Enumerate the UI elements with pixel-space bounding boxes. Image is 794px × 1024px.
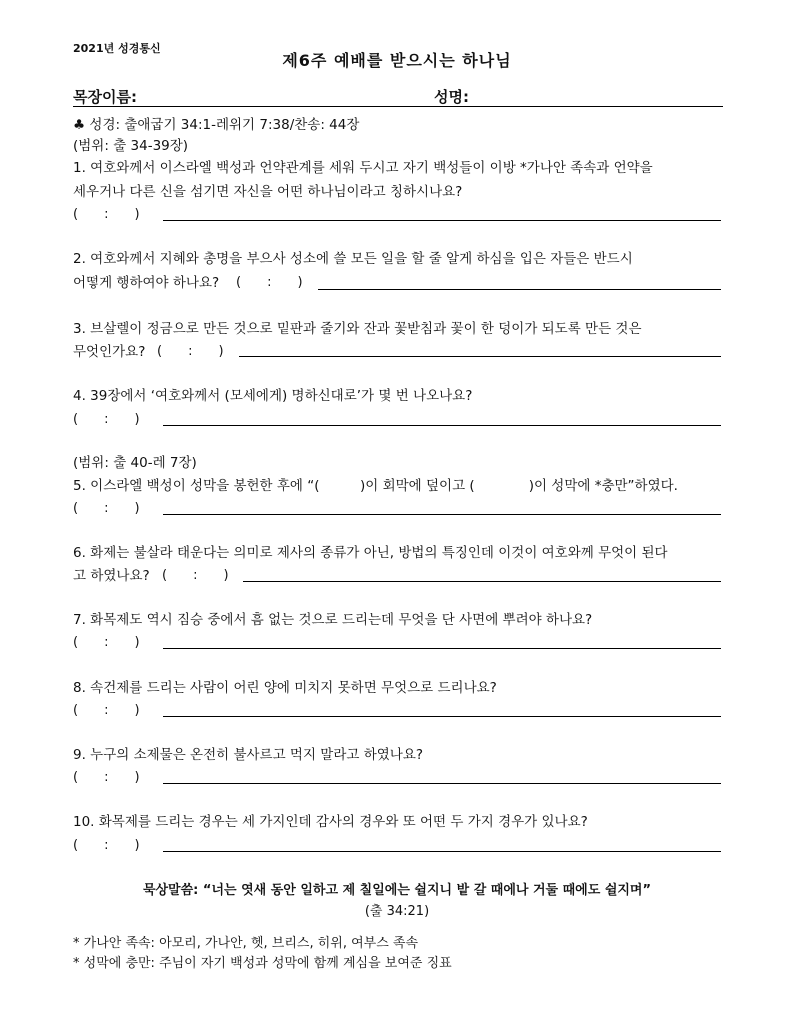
question-8-answer-line[interactable] xyxy=(163,716,721,717)
question-1-line1: 1. 여호와께서 이스라엘 백성과 언약관계를 세워 두시고 자기 백성들이 이방 *가나안 족속과 언약을 xyxy=(73,160,653,176)
question-7-line1: 7. 화목제도 역시 짐승 중에서 흠 없는 것으로 드리는데 무엇을 단 사면에 뿌려야 하나요? xyxy=(73,612,593,628)
question-10-line1: 10. 화목제를 드리는 경우는 세 가지인데 감사의 경우와 또 어떤 두 가지 경우가 있나요? xyxy=(73,814,588,830)
question-9-answer-line[interactable] xyxy=(163,783,721,784)
meditation-reference: (출 34:21) xyxy=(364,904,430,919)
question-5-reference: ( : ) xyxy=(73,501,140,516)
question-6-line2: 고 하였나요? xyxy=(73,568,150,584)
question-2-reference: ( : ) xyxy=(236,275,303,290)
meditation-verse: 묵상말씀: “너는 엿새 동안 일하고 제 칠일에는 쉴지니 밭 갈 때에나 거둘 때에도 쉴지며” xyxy=(142,883,652,898)
question-8-line1: 8. 속건제를 드리는 사람이 어린 양에 미치지 못하면 무엇으로 드리나요? xyxy=(73,680,497,696)
club-icon: ♣ xyxy=(73,117,86,133)
question-3-reference: ( : ) xyxy=(157,344,224,359)
question-8-reference: ( : ) xyxy=(73,703,140,718)
header-underline xyxy=(73,106,723,107)
student-name-label: 성명: xyxy=(434,88,469,106)
question-9-reference: ( : ) xyxy=(73,770,140,785)
question-10-answer-line[interactable] xyxy=(163,851,721,852)
question-6-answer-line[interactable] xyxy=(243,581,721,582)
question-6-line1: 6. 화제는 불살라 태운다는 의미로 제사의 종류가 아닌, 방법의 특징인데 이것이 여호와께 무엇이 된다 xyxy=(73,545,668,561)
question-7-reference: ( : ) xyxy=(73,635,140,650)
question-2-line1: 2. 여호와께서 지혜와 총명을 부으사 성소에 쓸 모든 일을 할 줄 알게 하심을 입은 자들은 반드시 xyxy=(73,251,633,267)
range-label: (범위: 출 34-39장) xyxy=(73,138,189,154)
page-title: 제6주 예배를 받으시는 하나님 xyxy=(282,51,512,70)
question-4-reference: ( : ) xyxy=(73,412,140,427)
question-4-answer-line[interactable] xyxy=(163,425,721,426)
question-4-line1: 4. 39장에서 ‘여호와께서 (모세에게) 명하신대로’가 몇 번 나오나요? xyxy=(73,388,473,404)
question-3-answer-line[interactable] xyxy=(239,356,721,357)
group-name-label: 목장이름: xyxy=(73,88,137,106)
year-label: 2021년 성경통신 xyxy=(73,42,161,55)
question-2-line2: 어떻게 행하여야 하나요? xyxy=(73,275,220,291)
question-1-answer-line[interactable] xyxy=(163,220,721,221)
question-9-line1: 9. 누구의 소제물은 온전히 불사르고 먹지 말라고 하였나요? xyxy=(73,747,424,763)
question-3-line1: 3. 브살렐이 정금으로 만든 것으로 밑판과 줄기와 잔과 꽃받침과 꽃이 한 덩이가 되도록 만든 것은 xyxy=(73,321,642,337)
scripture-line xyxy=(73,115,359,135)
footnote-tabernacle-filled: * 성막에 충만: 주님이 자기 백성과 성막에 함께 계심을 보여준 징표 xyxy=(73,956,452,971)
question-10-reference: ( : ) xyxy=(73,838,140,853)
question-7-answer-line[interactable] xyxy=(163,648,721,649)
question-1-line2: 세우거나 다른 신을 섬기면 자신을 어떤 하나님이라고 칭하시나요? xyxy=(73,184,463,200)
question-1-reference: ( : ) xyxy=(73,207,140,222)
footnote-canaanite-peoples: * 가나안 족속: 아모리, 가나안, 헷, 브리스, 히위, 여부스 족속 xyxy=(73,936,419,951)
scripture-text: 성경: 출애굽기 34:1-레위기 7:38/찬송: 44장 xyxy=(89,117,360,133)
question-6-reference: ( : ) xyxy=(162,568,229,583)
question-3-line2: 무엇인가요? xyxy=(73,344,146,360)
range-label-2: (범위: 출 40-레 7장) xyxy=(73,455,197,471)
question-5-line1: 5. 이스라엘 백성이 성막을 봉헌한 후에 “( )이 회막에 덮이고 ( )이 성막에 *충만”하였다. xyxy=(73,478,678,494)
question-2-answer-line[interactable] xyxy=(318,289,721,290)
question-5-answer-line[interactable] xyxy=(163,514,721,515)
